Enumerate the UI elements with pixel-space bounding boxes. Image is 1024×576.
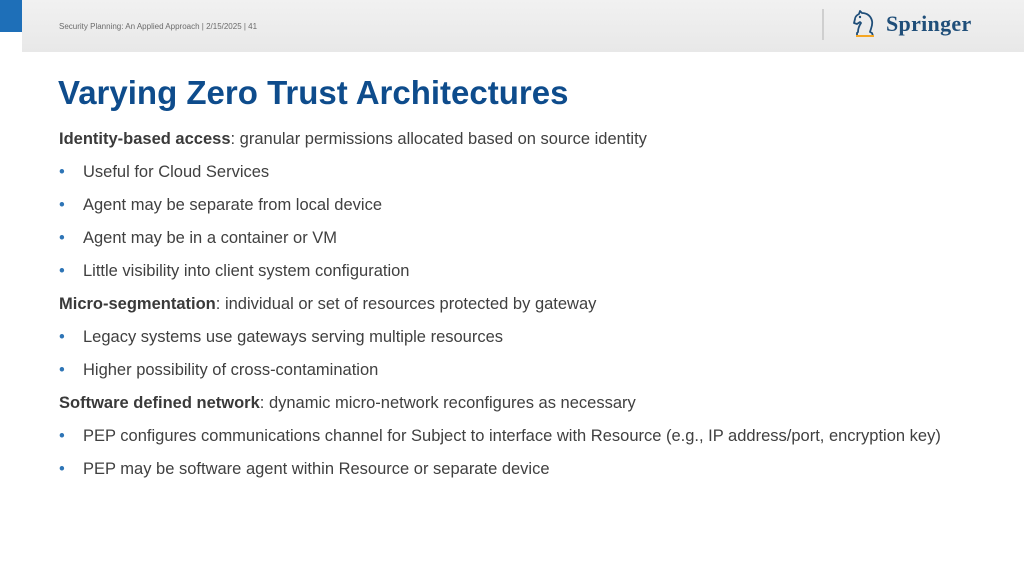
section-heading-identity — [59, 128, 979, 151]
section-description: : individual or set of resources protected by gateway — [215, 295, 597, 313]
bullet-item: • Higher possibility of cross-contamination — [59, 359, 979, 382]
corner-accent — [0, 0, 22, 32]
slide-footer-info: Security Planning: An Applied Approach | 2/15/2025 | 41 — [59, 22, 258, 31]
section-description: : dynamic micro-network reconfigures as necessary — [259, 394, 636, 412]
logo-text: Springer — [886, 11, 972, 36]
slide-body — [59, 128, 979, 491]
section-heading-micro-segmentation — [59, 293, 979, 316]
springer-logo — [852, 9, 972, 39]
bullet-item: • Useful for Cloud Services — [59, 161, 979, 184]
bullet-item: • Legacy systems use gateways serving multiple resources — [59, 326, 979, 349]
section-term: Identity-based access — [59, 130, 231, 148]
chess-knight-icon — [852, 10, 878, 38]
bullet-item: • PEP may be software agent within Resource or separate device — [59, 458, 979, 481]
section-term: Software defined network — [59, 394, 260, 412]
bullet-item: • Agent may be in a container or VM — [59, 227, 979, 250]
section-heading-sdn — [59, 392, 979, 415]
bullet-item: • PEP configures communications channel for Subject to interface with Resource (e.g., IP address/port, encryption key) — [59, 425, 979, 448]
section-term: Micro-segmentation — [59, 295, 216, 313]
slide-title: Varying Zero Trust Architectures — [58, 74, 569, 111]
bullet-item: • Agent may be separate from local device — [59, 194, 979, 217]
bullet-item: • Little visibility into client system configuration — [59, 260, 979, 283]
logo-divider — [822, 9, 824, 40]
section-description: : granular permissions allocated based on source identity — [230, 130, 647, 148]
